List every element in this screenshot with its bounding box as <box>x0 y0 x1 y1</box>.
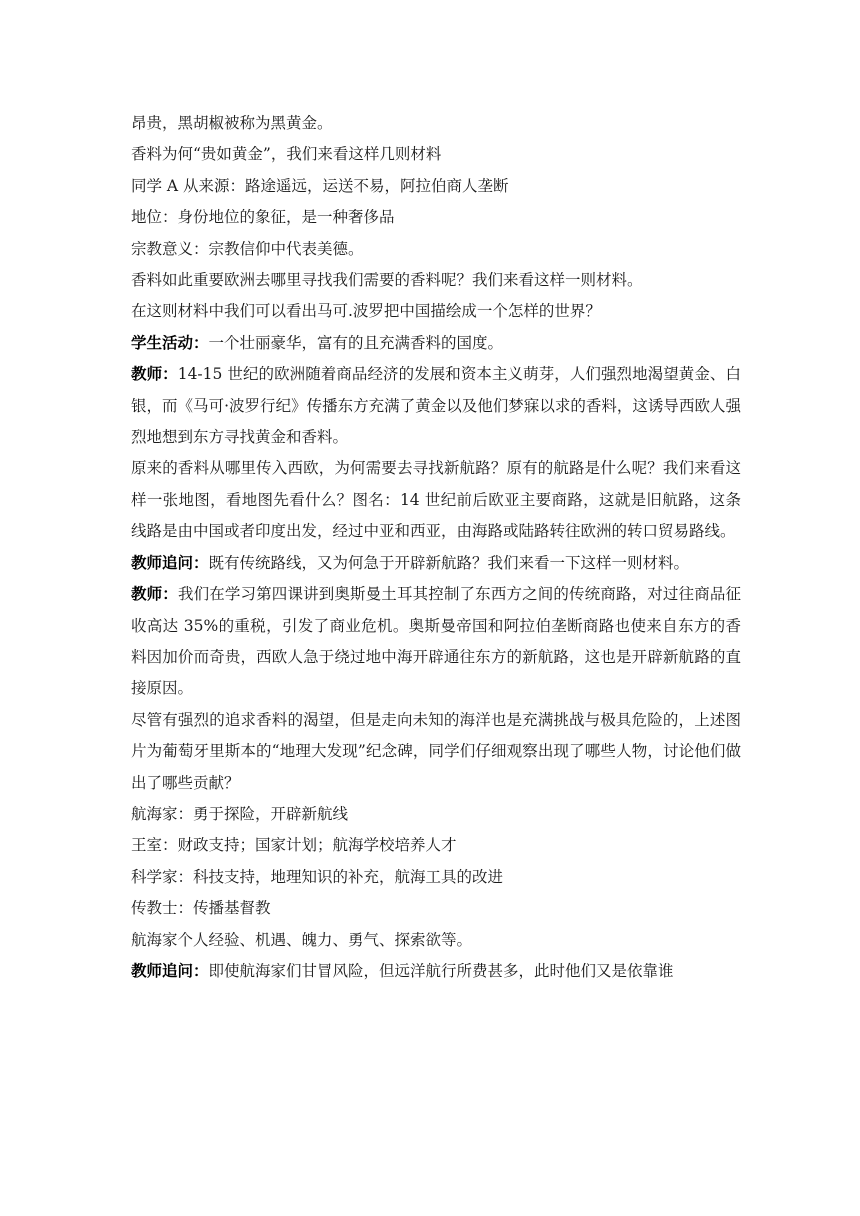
paragraph-text: 一个壮丽豪华，富有的且充满香料的国度。 <box>208 333 504 352</box>
paragraph-text: 传教士：传播基督教 <box>131 899 271 918</box>
paragraph-text: 科学家：科技支持，地理知识的补充，航海工具的改进 <box>131 867 504 886</box>
paragraph-text: 在这则材料中我们可以看出马可.波罗把中国描绘成一个怎样的世界？ <box>131 302 601 321</box>
paragraph-text: 即使航海家们甘冒风险，但远洋航行所费甚多，此时他们又是依靠谁 <box>208 961 674 980</box>
paragraph-text: 14-15 世纪的欧洲随着商品经济的发展和资本主义萌芽，人们强烈地渴望黄金、白银，而《马可·波罗行纪》传播东方充满了黄金以及他们梦寐以求的香料，这诱导西欧人强烈地想到东方寻找黄金和香料。 <box>131 365 741 447</box>
paragraph <box>131 925 741 956</box>
paragraph-text: 尽管有强烈的追求香料的渴望，但是走向未知的海洋也是充满挑战与极具危险的，上述图片为葡萄牙里斯本的“地理大发现”纪念碑，同学们仔细观察出现了哪些人物，讨论他们做出了哪些贡献？ <box>131 710 741 792</box>
paragraph-text: 我们在学习第四课讲到奥斯曼土耳其控制了东西方之间的传统商路，对过往商品征收高达 35%的重税，引发了商业危机。奥斯曼帝国和阿拉伯垄断商路也使来自东方的香料因加价而奇贵，西欧人急于绕过地中海开辟通往东方的新航路，这也是开辟新航路的直接原因。 <box>131 585 741 698</box>
paragraph-label: 教师： <box>131 365 178 384</box>
paragraph <box>131 830 741 861</box>
paragraph-text: 香料如此重要欧洲去哪里寻找我们需要的香料呢？我们来看这样一则材料。 <box>131 271 643 290</box>
paragraph <box>131 359 741 453</box>
paragraph-text: 王室：财政支持；国家计划；航海学校培养人才 <box>131 836 457 855</box>
paragraph <box>131 579 741 705</box>
paragraph <box>131 328 741 359</box>
paragraph-label: 教师追问： <box>131 961 209 980</box>
paragraph-label: 教师追问： <box>131 553 209 572</box>
paragraph-text: 同学 A 从来源：路途遥远，运送不易，阿拉伯商人垄断 <box>131 176 509 195</box>
paragraph <box>131 171 741 202</box>
paragraph-label: 学生活动： <box>131 333 209 352</box>
paragraph <box>131 799 741 830</box>
paragraph-text: 地位：身份地位的象征，是一种奢侈品 <box>131 208 395 227</box>
paragraph <box>131 139 741 170</box>
paragraph <box>131 202 741 233</box>
paragraph-text: 原来的香料从哪里传入西欧，为何需要去寻找新航路？原有的航路是什么呢？我们来看这样一张地图，看地图先看什么？图名：14 世纪前后欧亚主要商路，这就是旧航路，这条线路是由中国或者印度出发，经过中亚和西亚，由海路或陆路转往欧洲的转口贸易路线。 <box>131 459 741 541</box>
paragraph <box>131 705 741 799</box>
paragraph-text: 宗教意义：宗教信仰中代表美德。 <box>131 239 364 258</box>
paragraph <box>131 296 741 327</box>
document-body <box>131 108 741 987</box>
paragraph-label: 教师： <box>131 585 178 604</box>
paragraph <box>131 234 741 265</box>
paragraph-text: 昂贵，黑胡椒被称为黑黄金。 <box>131 114 333 132</box>
paragraph-text: 航海家：勇于探险，开辟新航线 <box>131 804 349 823</box>
paragraph-text: 香料为何“贵如黄金”，我们来看这样几则材料 <box>131 145 442 164</box>
paragraph <box>131 453 741 547</box>
paragraph <box>131 862 741 893</box>
paragraph <box>131 108 741 139</box>
paragraph <box>131 956 741 987</box>
paragraph <box>131 893 741 924</box>
paragraph <box>131 265 741 296</box>
paragraph-text: 既有传统路线，又为何急于开辟新航路？我们来看一下这样一则材料。 <box>208 553 690 572</box>
paragraph <box>131 548 741 579</box>
paragraph-text: 航海家个人经验、机遇、魄力、勇气、探索欲等。 <box>131 930 473 949</box>
